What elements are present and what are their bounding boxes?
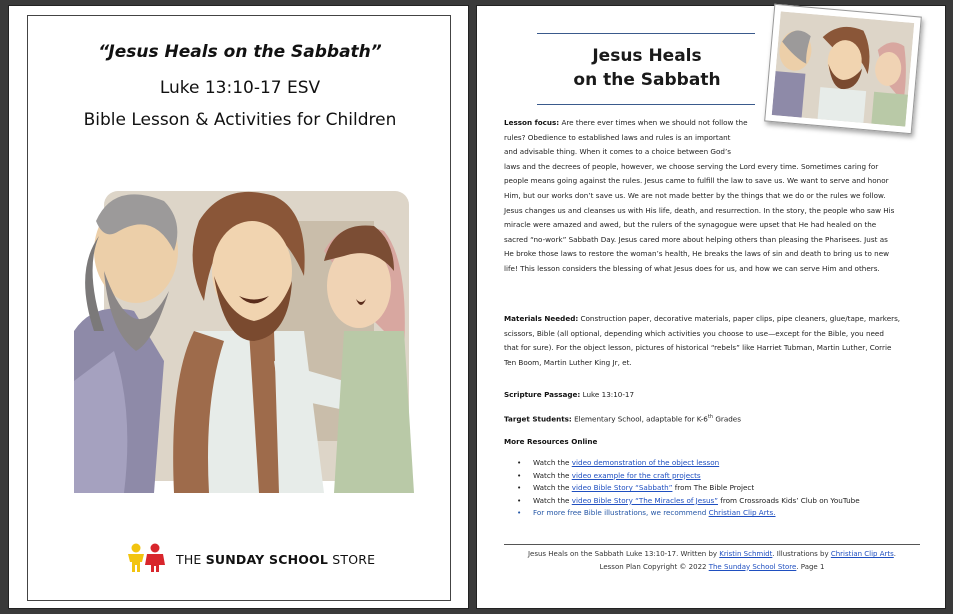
- author-link[interactable]: Kristin Schmidt: [719, 550, 773, 558]
- materials-line: that for sure). For the object lesson, pictures of historical “rebels” like Harriet Tubman, Martin Luther, Corrie: [504, 343, 892, 353]
- focus-line: Are there ever times when we should not follow the: [559, 118, 748, 127]
- store-link[interactable]: The Sunday School Store: [708, 562, 797, 571]
- cover-page: [8, 5, 469, 609]
- title-bottom-rule: [537, 104, 755, 105]
- resource-link[interactable]: video Bible Story “Sabbath”: [571, 483, 673, 493]
- materials-label: Materials Needed:: [504, 314, 579, 323]
- list-item: • Watch the video demonstration of the object lesson: [517, 457, 860, 470]
- focus-line: miracle were amazed and awed, but the rulers of the synagogue were upset that He had healed on the: [504, 220, 877, 230]
- more-resources-heading: [504, 435, 920, 450]
- lesson-page: [476, 5, 946, 609]
- footer-line-1: Jesus Heals on the Sabbath Luke 13:10-17. Written by Kristin Schmidt. Illustrations by Christian Clip Arts.: [527, 550, 897, 558]
- focus-line: people means going against the rules. Jesus came to fulfill the law to save us. We want to serve and honor: [504, 176, 889, 186]
- footer-line-2: Lesson Plan Copyright © 2022 The Sunday School Store. Page 1: [599, 562, 825, 571]
- focus-line: laws and the decrees of people, however, we choose serving the Lord every time. Sometimes caring for: [504, 161, 879, 171]
- resources-list: [517, 457, 860, 520]
- resource-link[interactable]: Christian Clip Arts.: [708, 508, 776, 518]
- list-item: • Watch the video example for the craft projects: [517, 470, 860, 483]
- footer-rule: [504, 544, 920, 545]
- focus-line: rules? Obedience to established laws and rules is an important: [504, 132, 731, 142]
- lesson-focus-label: Lesson focus:: [504, 118, 560, 127]
- focus-line: Him, but our works don’t save us. We are not made better by the things that we do or the rules we follow.: [504, 190, 886, 200]
- lesson-photo: [764, 4, 922, 134]
- title-top-rule: [537, 33, 755, 34]
- target-students: [504, 410, 920, 427]
- materials-line: scissors, Bible (all optional, depending which activities you choose to use—except for the Bible, you need: [504, 328, 884, 338]
- focus-line: He broke those laws to restore the woman’s health, He breaks the laws of sin and death to bring us to new: [504, 249, 890, 259]
- cover-title: “Jesus Heals on the Sabbath”: [98, 42, 382, 62]
- cover-reference: Luke 13:10-17 ESV: [159, 78, 321, 98]
- materials-paragraph: [504, 312, 920, 370]
- lesson-focus-paragraph: [504, 116, 920, 277]
- target-value-post: Grades: [713, 414, 741, 424]
- focus-line: sacred “no-work” Sabbath Day. Jesus cared more about helping others than pleasing the Pharisees. Just as: [504, 234, 888, 244]
- list-item: • For more free Bible illustrations, we recommend Christian Clip Arts.: [517, 507, 860, 520]
- list-item: • Watch the video Bible Story “Sabbath” from The Bible Project: [517, 482, 860, 495]
- lesson-title: Jesus Heals on the Sabbath: [573, 46, 721, 90]
- focus-line: Jesus changes us and cleanses us with His life, death, and resurrection. In the story, the people who saw His: [504, 205, 895, 215]
- illustrator-link[interactable]: Christian Clip Arts: [830, 550, 894, 558]
- cover-subtitle: Bible Lesson & Activities for Children: [83, 110, 397, 130]
- logo-text: THE SUNDAY SCHOOL STORE: [176, 552, 376, 567]
- scripture-value: Luke 13:10-17: [580, 390, 635, 399]
- target-value: Elementary School, adaptable for K-6: [571, 414, 708, 424]
- scripture-label: Scripture Passage:: [504, 390, 581, 399]
- materials-line: Ten Boom, Martin Luther King Jr, et.: [504, 357, 632, 367]
- resource-link[interactable]: video example for the craft projects: [571, 470, 701, 480]
- two-children-icon: [124, 543, 168, 573]
- focus-line: life! This lesson considers the blessing of what Jesus does for us, and how we can serve Him and others.: [504, 263, 880, 273]
- page-footer: [504, 548, 920, 573]
- cover-frame: [27, 15, 451, 601]
- resource-link[interactable]: video demonstration of the object lesson: [571, 458, 720, 467]
- materials-line: Construction paper, decorative materials, paper clips, pipe cleaners, glue/tape, markers,: [578, 314, 901, 323]
- focus-line: and advisable thing. When it comes to a choice between God’s: [504, 147, 731, 157]
- scripture-passage: [504, 388, 920, 403]
- resource-link[interactable]: video Bible Story “The Miracles of Jesus”: [571, 495, 718, 505]
- target-label: Target Students:: [504, 414, 572, 424]
- resources-label: More Resources Online: [504, 437, 598, 446]
- sunday-school-store-logo: [124, 543, 384, 573]
- target-sup: th: [707, 414, 714, 420]
- list-item: • Watch the video Bible Story “The Miracles of Jesus” from Crossroads Kids’ Club on YouTube: [517, 495, 860, 508]
- cover-illustration: [74, 181, 414, 493]
